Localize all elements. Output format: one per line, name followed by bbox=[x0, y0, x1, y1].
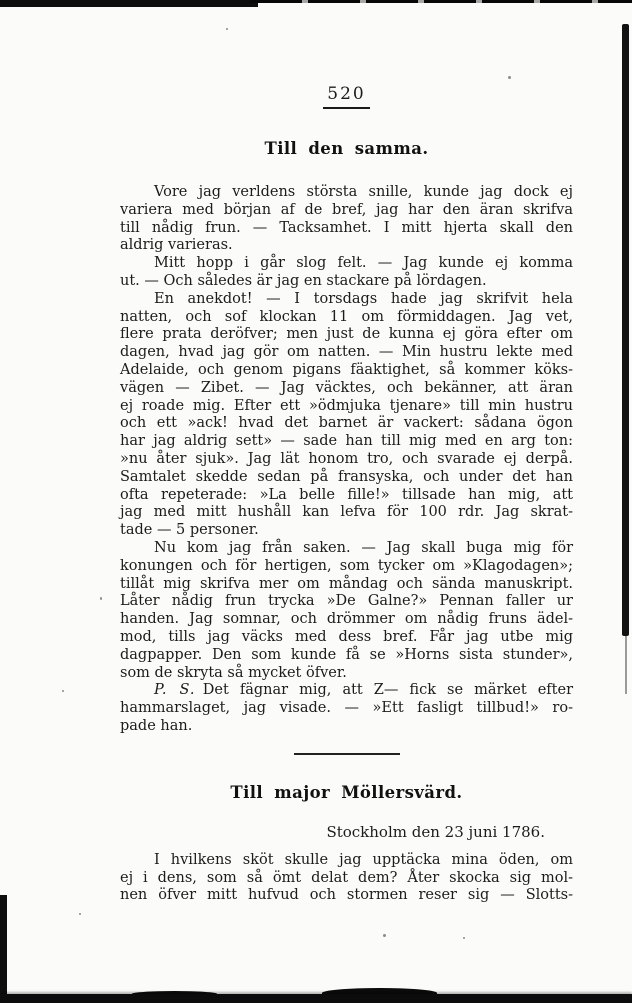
section-heading: Till den samma. bbox=[264, 139, 429, 158]
text-line: dagpapper. Den som kunde få se »Horns sista stunder», bbox=[120, 646, 573, 663]
page-number-row bbox=[120, 84, 573, 109]
paragraph bbox=[120, 852, 573, 905]
section-divider-row bbox=[120, 740, 573, 759]
text-line: konungen och för hertigen, som tycker om »Klagodagen»; bbox=[120, 557, 573, 574]
section-body bbox=[120, 852, 573, 905]
text-line: dagen, hvad jag gör om natten. — Min hustru lekte med bbox=[120, 344, 573, 361]
text-line: Vore jag verldens största snille, kunde jag dock ej bbox=[154, 184, 573, 200]
section-heading: Till major Möllersvärd. bbox=[230, 782, 463, 802]
section-body bbox=[120, 184, 573, 736]
text-line: Mitt hopp i går slog felt. — Jag kunde ej komma bbox=[154, 255, 573, 272]
text-line: tillåt mig skrifva mer om måndag och sända manuskript. bbox=[120, 575, 573, 592]
scan-speck bbox=[79, 913, 81, 915]
sections bbox=[120, 139, 573, 905]
scan-artifact-bottom-band bbox=[0, 994, 632, 1003]
scan-speck bbox=[100, 597, 102, 600]
text-line: vägen — Zibet. — Jag väcktes, och bekänner, att äran bbox=[120, 379, 573, 396]
text-line: ej roade mig. Efter ett »ödmjuka tjenare» till min hustru bbox=[120, 397, 573, 414]
text-line: har jag aldrig sett» — sade han till mig med en arg ton: bbox=[120, 433, 573, 450]
text-line: En anekdot! — I torsdags hade jag skrifvit hela bbox=[154, 290, 573, 307]
text-line: nen öfver mitt hufvud och stormen reser sig — Slotts- bbox=[120, 887, 573, 904]
scan-artifact-right-tail bbox=[625, 636, 627, 694]
scan-artifact-left-bar bbox=[0, 895, 7, 1003]
text-line: aldrig varieras. bbox=[120, 237, 233, 254]
postscript-label: P. S. bbox=[154, 682, 196, 699]
paragraph bbox=[120, 682, 573, 735]
scan-artifact-bottom-bump bbox=[132, 991, 217, 995]
text-line: och ett »ack! hvad det barnet är vackert: sådana ögon bbox=[120, 415, 573, 432]
section-divider bbox=[294, 753, 400, 755]
scan-speck bbox=[62, 690, 64, 692]
text-line: Adelaide, och genom pigans fäaktighet, så kommer köks- bbox=[120, 361, 573, 378]
text-line: flere prata deröfver; men just de kunna ej göra efter om bbox=[120, 326, 573, 343]
dateline: Stockholm den 23 juni 1786. bbox=[326, 822, 545, 841]
text-line: mod, tills jag väcks med dess bref. Får jag utbe mig bbox=[120, 628, 573, 645]
text-line: »nu åter sjuk». Jag lät honom tro, och svarade ej derpå. bbox=[120, 450, 573, 467]
text-line: Låter nådig frun trycka »De Galne?» Pennan faller ur bbox=[120, 593, 573, 610]
text-line: till nådig frun. — Tacksamhet. I mitt hjerta skall den bbox=[120, 219, 573, 236]
paragraph bbox=[120, 184, 573, 255]
page-number: 520 bbox=[323, 86, 369, 109]
scan-artifact-right-bar bbox=[622, 24, 629, 636]
text-line: P. S. Det fägnar mig, att Z— fick se märket efter bbox=[154, 682, 573, 699]
scan-speck bbox=[383, 934, 386, 937]
text-line: hammarslaget, jag visade. — »Ett fasligt tillbud!» ro- bbox=[120, 700, 573, 717]
paragraph bbox=[120, 540, 573, 682]
text-line: handen. Jag somnar, och drömmer om nådig fruns ädel- bbox=[120, 611, 573, 628]
text-line: tade — 5 personer. bbox=[120, 522, 259, 539]
paragraph bbox=[120, 291, 573, 540]
text-line: Nu kom jag från saken. — Jag skall buga mig för bbox=[154, 539, 573, 556]
text-line: I hvilkens sköt skulle jag upptäcka mina öden, om bbox=[154, 851, 573, 868]
text-line: Samtalet skedde sedan på fransyska, och under det han bbox=[120, 468, 573, 485]
text-line: natten, och sof klockan 11 om förmiddagen. Jag vet, bbox=[120, 308, 573, 325]
text-line: ut. — Och således är jag en stackare på lördagen. bbox=[120, 272, 487, 289]
text-content bbox=[120, 0, 573, 905]
paragraph bbox=[120, 255, 573, 291]
text-line: som de skryta så mycket öfver. bbox=[120, 664, 347, 681]
scan-speck bbox=[463, 937, 465, 939]
text-line: ofta repeterade: »La belle fille!» tillsade han mig, att bbox=[120, 486, 573, 503]
text-line: ej i dens, som så ömt delat dem? Åter skocka sig mol- bbox=[120, 869, 573, 886]
text-line: variera med början af de bref, jag har den äran skrifva bbox=[120, 201, 573, 218]
text-line: jag med mitt hushåll kan lefva för 100 rdr. Jag skrat- bbox=[120, 504, 573, 521]
scan-artifact-bottom-bump bbox=[322, 988, 437, 995]
text-line: pade han. bbox=[120, 717, 193, 734]
